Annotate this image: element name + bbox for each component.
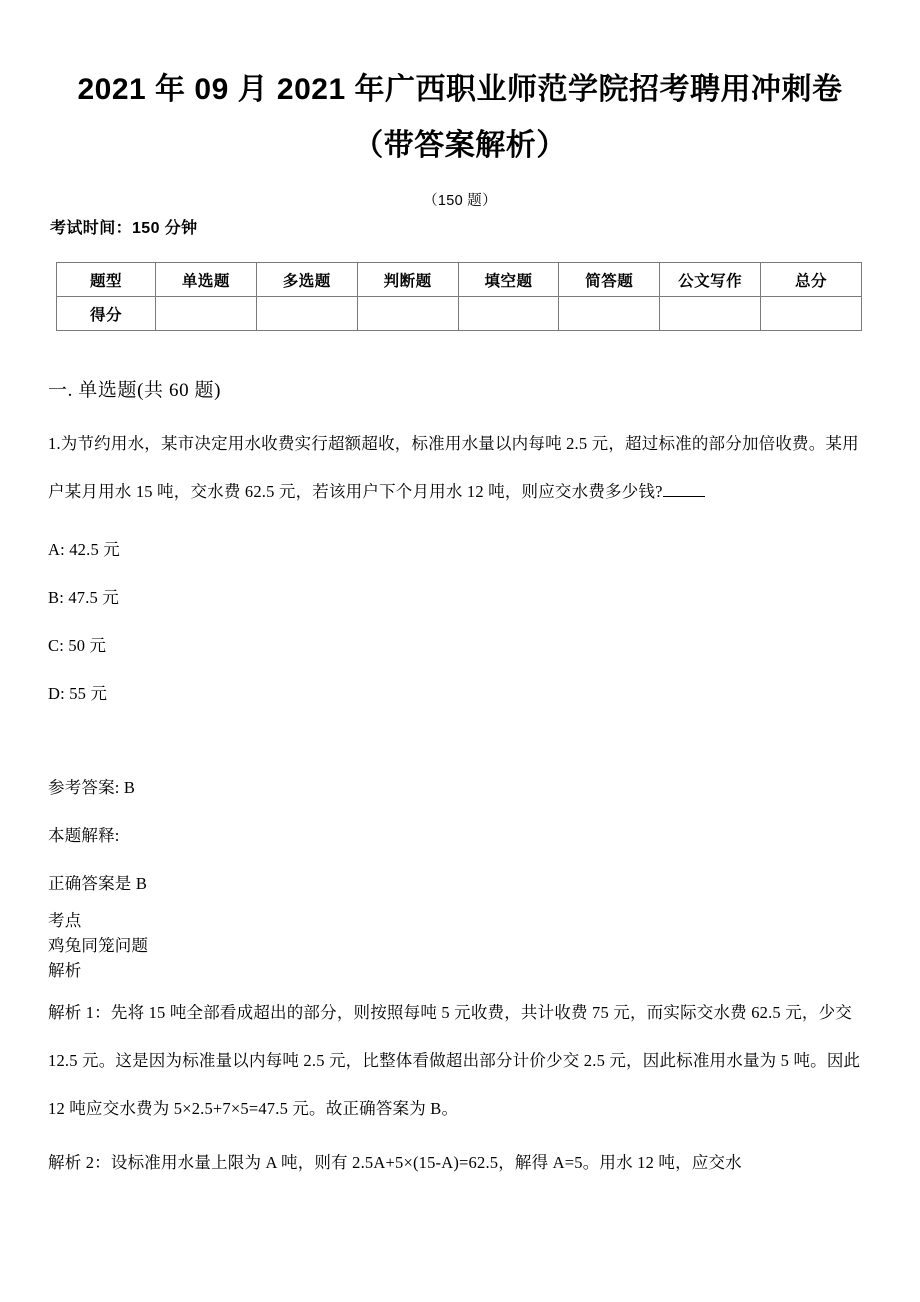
table-header-cell: 总分 bbox=[761, 263, 862, 297]
score-cell[interactable] bbox=[458, 297, 559, 331]
reference-answer: 参考答案: B bbox=[48, 778, 136, 797]
explanation-label: 本题解释: bbox=[48, 826, 120, 845]
score-cell[interactable] bbox=[559, 297, 660, 331]
table-header-cell: 单选题 bbox=[156, 263, 257, 297]
table-header-cell: 简答题 bbox=[559, 263, 660, 297]
option-b[interactable]: B: 47.5 元 bbox=[48, 588, 120, 607]
table-row-label: 得分 bbox=[57, 297, 156, 331]
question-text bbox=[48, 402, 862, 516]
table-header-cell: 题型 bbox=[57, 263, 156, 297]
option-c[interactable]: C: 50 元 bbox=[48, 636, 107, 655]
table-row bbox=[57, 297, 862, 331]
score-cell[interactable] bbox=[256, 297, 357, 331]
correct-answer-line: 正确答案是 B bbox=[48, 874, 148, 893]
analysis-label: 解析 bbox=[48, 961, 82, 980]
question-count-note: （150 题） bbox=[423, 193, 497, 209]
option-d[interactable]: D: 55 元 bbox=[48, 684, 108, 703]
analysis-paragraph-2: 解析 2：设标准用水量上限为 A 吨，则有 2.5A+5×(15-A)=62.5，解得 A=5。用水 12 吨，应交水 bbox=[48, 1153, 742, 1172]
option-a[interactable]: A: 42.5 元 bbox=[48, 540, 120, 559]
keypoint-label: 考点 bbox=[48, 911, 82, 930]
question-text-content: 1.为节约用水，某市决定用水收费实行超额超收，标准用水量以内每吨 2.5 元，超过标准的部分加倍收费。某用户某月用水 15 吨，交水费 62.5 元，若该用户下个月用水 12 吨，则应交水费多少钱? bbox=[48, 434, 859, 501]
question-body bbox=[0, 402, 920, 1187]
exam-time-label: 考试时间：150 分钟 bbox=[50, 220, 198, 237]
section-heading-single-choice: 一. 单选题(共 60 题) bbox=[48, 380, 222, 401]
keypoint-value: 鸡兔同笼问题 bbox=[48, 936, 149, 955]
table-row bbox=[57, 263, 862, 297]
score-table-wrapper bbox=[0, 238, 920, 331]
table-header-cell: 多选题 bbox=[256, 263, 357, 297]
table-header-cell: 判断题 bbox=[357, 263, 458, 297]
page-title: 2021 年 09 月 2021 年广西职业师范学院招考聘用冲刺卷（带答案解析） bbox=[77, 73, 843, 162]
score-table bbox=[56, 262, 862, 331]
score-cell[interactable] bbox=[761, 297, 862, 331]
table-header-cell: 填空题 bbox=[458, 263, 559, 297]
spacer bbox=[48, 718, 862, 764]
analysis-paragraph-1: 解析 1：先将 15 吨全部看成超出的部分，则按照每吨 5 元收费，共计收费 75 元，而实际交水费 62.5 元，少交 12.5 元。这是因为标准量以内每吨 2.5 元，比整体看做超出部分计价少交 2.5 元，因此标准用水量为 5 吨。因此 12 吨应交水费为 5×2.5+7×5=47.5 元。故正确答案为 B。 bbox=[48, 1003, 861, 1118]
answer-blank-underline bbox=[663, 482, 705, 497]
score-cell[interactable] bbox=[357, 297, 458, 331]
spacer bbox=[48, 516, 862, 526]
table-header-cell: 公文写作 bbox=[660, 263, 761, 297]
score-cell[interactable] bbox=[156, 297, 257, 331]
score-cell[interactable] bbox=[660, 297, 761, 331]
